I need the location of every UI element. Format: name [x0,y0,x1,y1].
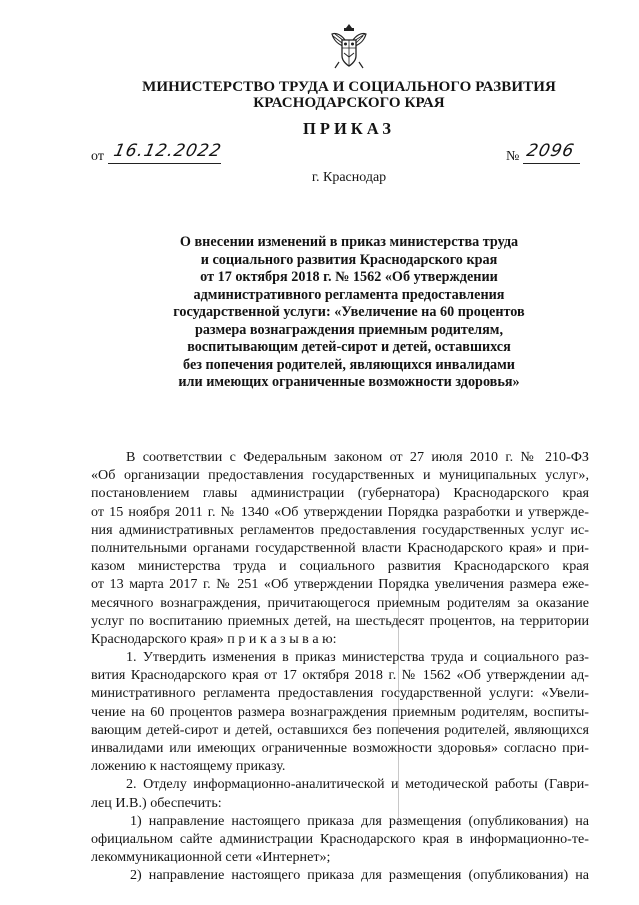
city: г. Краснодар [311,170,387,185]
body-line: 1. Утвердить изменения в приказ министерства труда и социального раз- [126,649,589,666]
number-underline [523,163,580,164]
number-label: № [506,149,520,164]
body-line: ложению к настоящему приказу. [91,758,286,775]
body-line: казом министерства труда и социального развития Краснодарского края [91,558,589,575]
body-line: 2. Отделу информационно-аналитической и методической работы (Гаври- [126,776,589,793]
body-line: лекоммуникационной сети «Интернет»; [91,849,331,866]
body-line: от 15 ноября 2011 г. № 1340 «Об утверждении Порядка разработки и утвержде- [91,503,589,520]
body-line: вающим детей-сирот и детей, оставшихся без попечения родителей, являющихся [91,721,589,738]
coat-of-arms-icon [329,22,369,70]
order-body [91,448,589,885]
title-line: административного регламента предоставления [193,286,505,303]
body-line: 1) направление настоящего приказа для размещения (опубликования) на [130,812,589,829]
body-line: инвалидами или имеющих ограниченные возможности здоровья» согласно при- [91,740,589,756]
document-type: ПРИКАЗ [303,119,395,138]
body-line: вития Краснодарского края от 17 октября 2018 г. № 1562 «Об утверждении ад- [91,667,589,684]
body-line: официальном сайте администрации Краснодарского края в информационно-те- [91,830,589,847]
title-line: размера вознаграждения приемным родителям, [194,321,504,338]
ministry-name-line1: МИНИСТЕРСТВО ТРУДА И СОЦИАЛЬНОГО РАЗВИТИЯ [142,79,556,95]
title-line: и социального развития Краснодарского края [200,251,498,268]
title-line: государственной услуги: «Увеличение на 60 процентов [173,304,525,320]
order-date: 16.12.2022 [111,141,224,161]
ministry-name [120,80,578,111]
body-line: ния административных регламентов предоставления государственных услуг ис- [91,521,589,538]
title-line: воспитывающим детей-сирот и детей, оставшихся [187,339,511,355]
title-line: от 17 октября 2018 г. № 1562 «Об утверждении [200,269,498,285]
date-label: от [91,149,104,164]
title-line: О внесении изменений в приказ министерства труда [179,234,519,250]
body-line: лец И.В.) обеспечить: [91,794,222,811]
order-number: 2096 [524,141,577,161]
body-line: Краснодарского края» п р и к а з ы в а ю: [91,630,337,647]
order-title [120,234,578,392]
title-line: или имеющих ограниченные возможности здоровья» [178,374,520,390]
body-line: «Об организации предоставления государственных и муниципальных услуг», [91,467,589,484]
body-line: В соответствии с Федеральным законом от 27 июля 2010 г. № 210-ФЗ [126,449,589,465]
date-underline [108,163,221,164]
body-line: чение на 60 процентов размера вознаграждения приемным родителям, воспиты- [91,703,589,720]
body-line: полнительными органами государственной власти Краснодарского края» и при- [91,539,589,556]
body-line: постановлением главы администрации (губернатора) Краснодарского края [91,485,589,502]
title-line: без попечения родителей, являющихся инвалидами [183,356,515,373]
body-line: министративного регламента предоставления государственной услуги: «Увели- [91,685,589,702]
body-line: услуг по воспитанию приемных детей, на шестьдесят процентов, на территории [91,612,589,629]
body-line: месячного вознаграждения, причитающегося приемным родителям за оказание [91,594,589,611]
ministry-name-line2: КРАСНОДАРСКОГО КРАЯ [253,94,445,111]
body-line: 2) направление настоящего приказа для размещения (опубликования) на [130,867,589,884]
body-line: от 13 марта 2017 г. № 251 «Об утверждении Порядка увеличения размера еже- [91,576,589,593]
